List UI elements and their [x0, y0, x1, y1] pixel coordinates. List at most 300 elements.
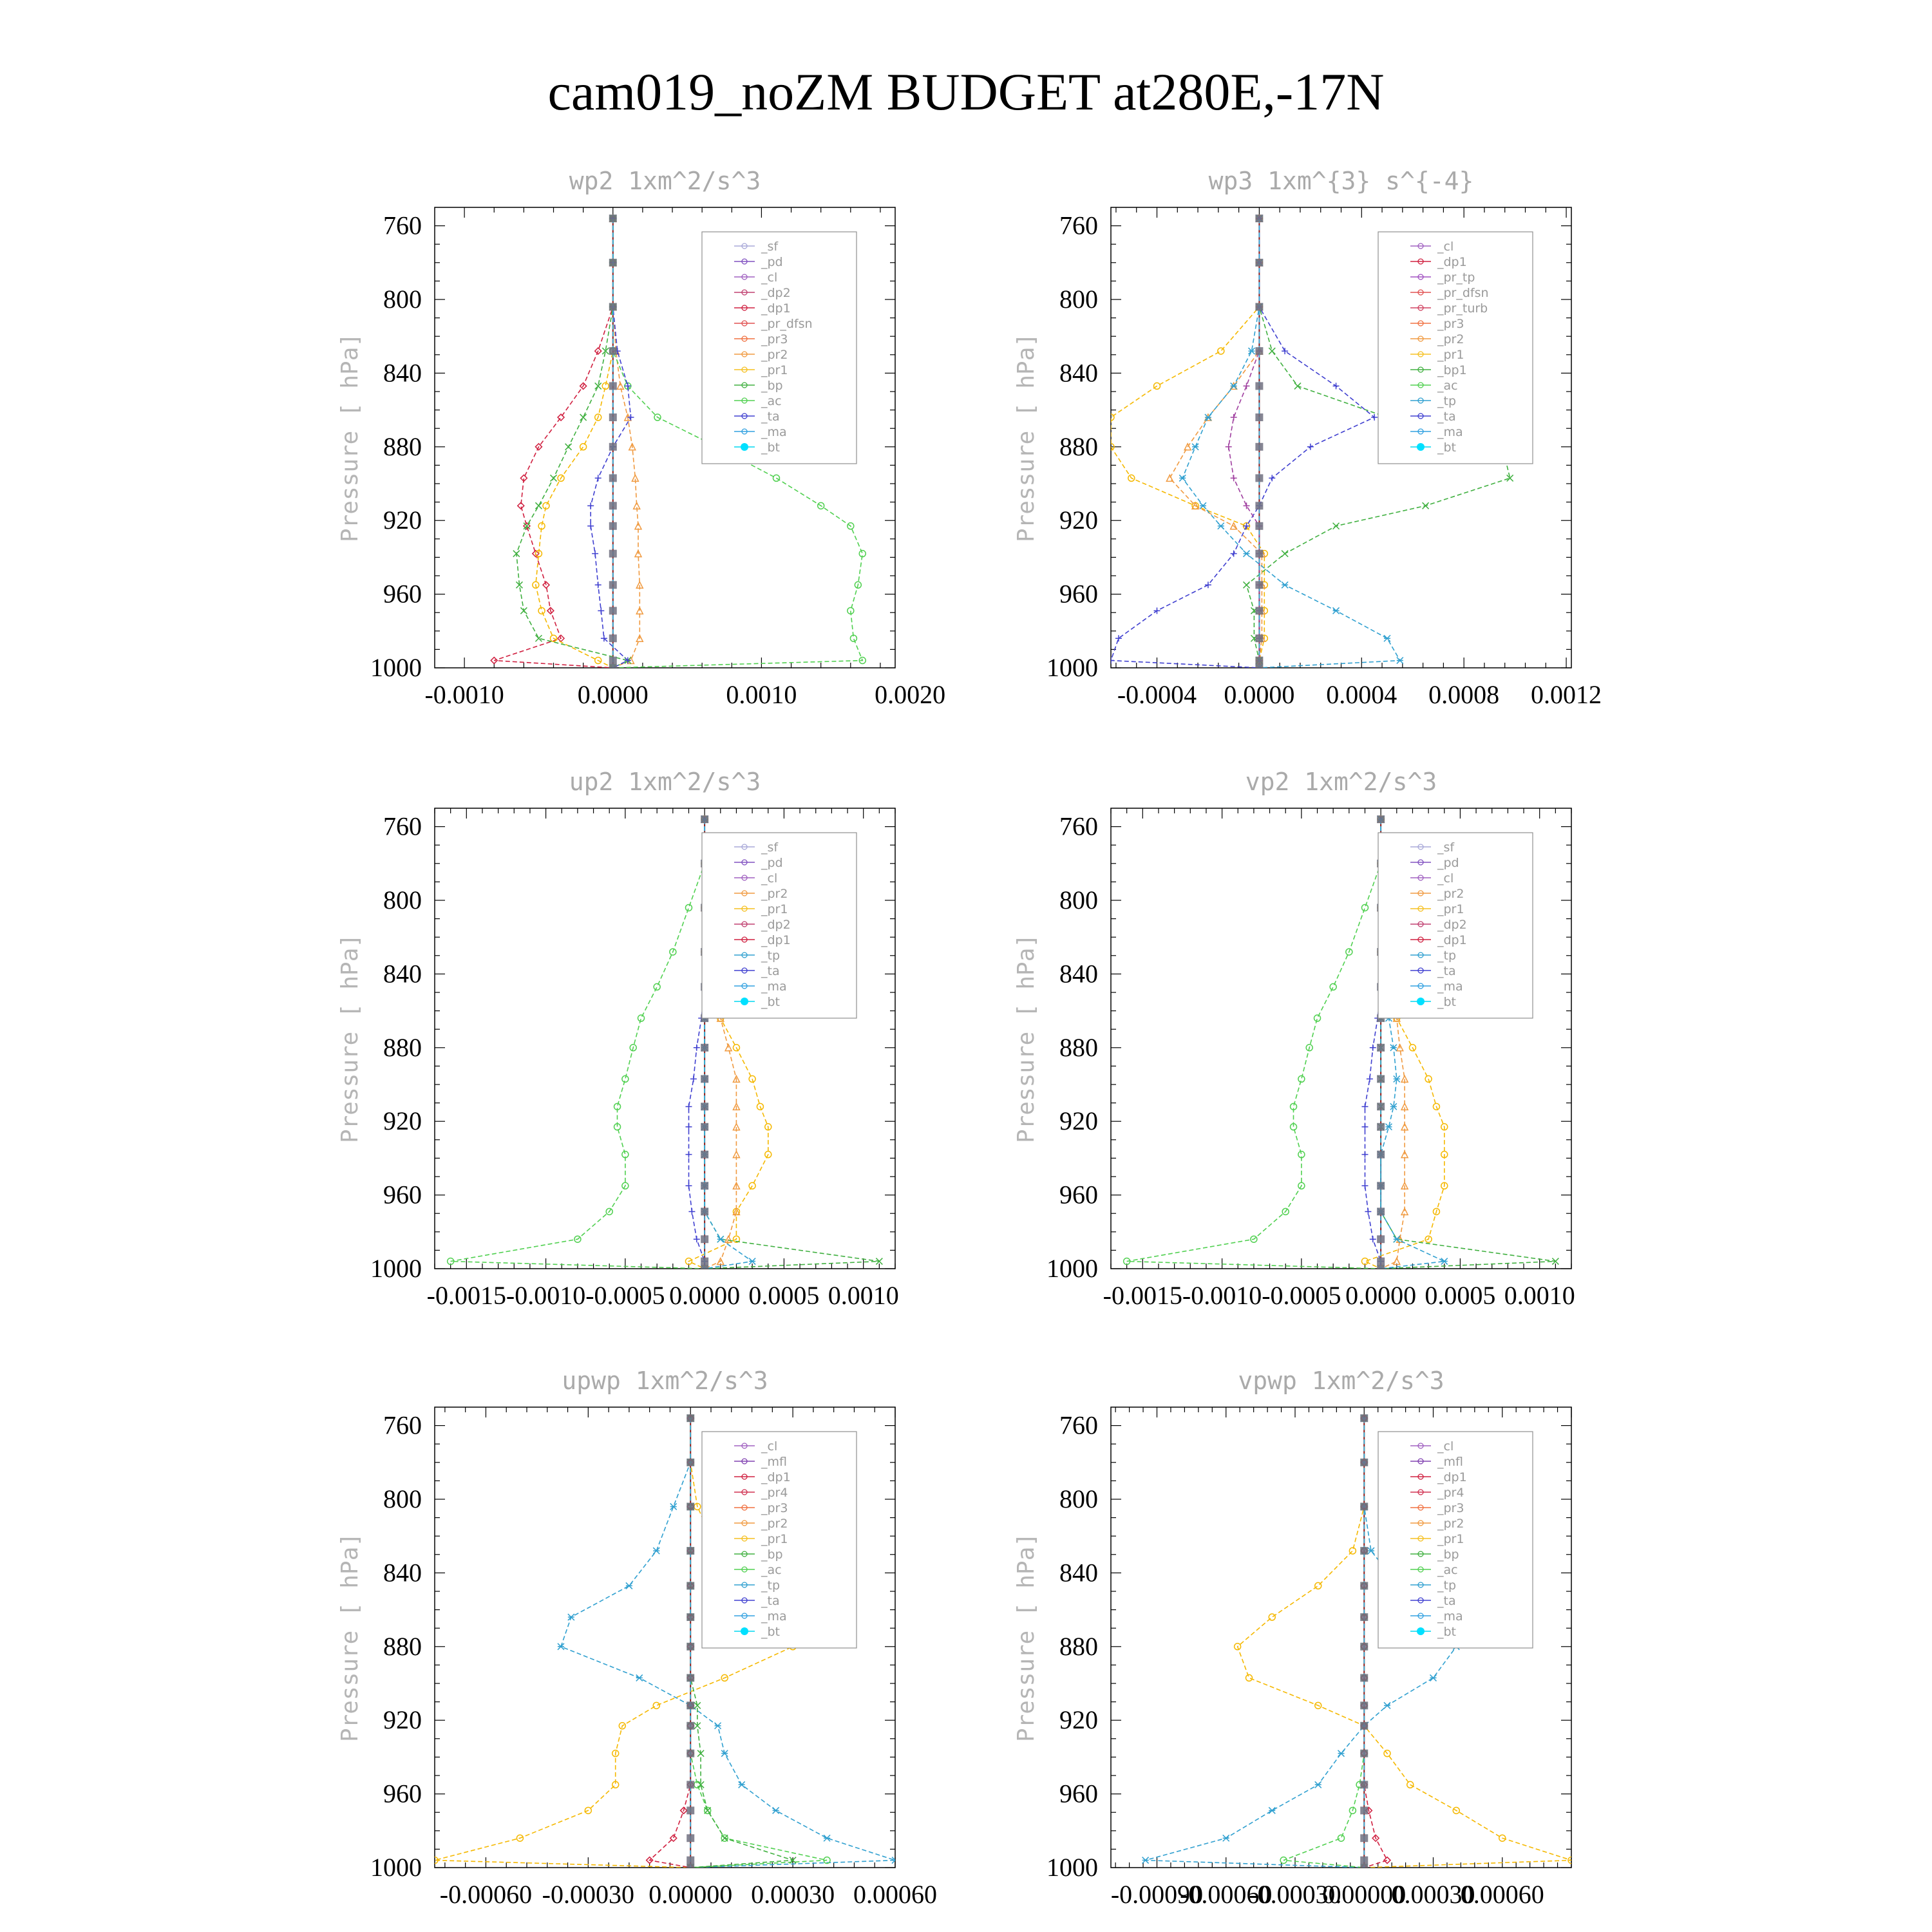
- legend-label: _pr3: [761, 1501, 788, 1515]
- data-point: [1377, 1258, 1385, 1265]
- data-point: [1361, 1124, 1368, 1130]
- data-point: [1255, 413, 1263, 421]
- legend-marker: [741, 998, 748, 1005]
- legend-label: _mfl: [761, 1455, 787, 1469]
- data-point: [1384, 1702, 1390, 1709]
- x-tick-label: -0.0005: [585, 1281, 665, 1310]
- data-point: [1255, 443, 1263, 451]
- legend-label: _pr2: [1437, 332, 1464, 346]
- y-tick-label: 960: [383, 579, 422, 609]
- data-point: [1384, 635, 1390, 641]
- data-point: [1360, 1857, 1368, 1864]
- x-tick-label: -0.00060: [1180, 1880, 1273, 1909]
- y-axis-label: Pressure [ hPa]: [337, 1532, 363, 1743]
- y-tick-label: 800: [1059, 285, 1098, 314]
- data-point: [609, 443, 617, 451]
- data-point: [1244, 551, 1250, 557]
- series-line-pr4: [650, 1418, 690, 1868]
- data-point: [1282, 582, 1288, 588]
- x-tick-label: 0.0010: [726, 680, 797, 709]
- y-tick-label: 840: [383, 959, 422, 989]
- x-tick-label: -0.00090: [1110, 1880, 1204, 1909]
- data-point: [551, 475, 557, 481]
- data-point: [1255, 664, 1263, 672]
- y-axis-label: Pressure [ hPa]: [1013, 1532, 1039, 1743]
- legend-label: _ac: [761, 1563, 782, 1577]
- data-point: [1269, 1614, 1275, 1620]
- figure-title: cam019_noZM BUDGET at280E,-17N: [547, 62, 1385, 121]
- legend-label: _pr_tp: [1437, 270, 1475, 285]
- legend-label: _cl: [1437, 240, 1454, 254]
- data-point: [1218, 348, 1224, 354]
- legend-label: _pr_turb: [1437, 301, 1488, 316]
- data-point: [609, 382, 617, 390]
- data-point: [1377, 1075, 1385, 1083]
- legend-label: _ta: [761, 964, 780, 978]
- legend-label: _pr1: [761, 363, 788, 377]
- data-point: [1377, 1235, 1385, 1243]
- x-tick-label: 0.00000: [1322, 1880, 1406, 1909]
- legend-label: _bt: [1437, 1625, 1457, 1639]
- series-line-pr2: [613, 218, 640, 668]
- series-line-dp1: [1127, 819, 1381, 1269]
- data-point: [1361, 904, 1368, 911]
- legend-label: _dp1: [761, 1470, 791, 1484]
- data-point: [1255, 259, 1263, 267]
- panel-2: [1013, 167, 1602, 709]
- legend-label: _dp1: [761, 301, 791, 316]
- data-point: [1223, 1835, 1229, 1841]
- legend-label: _bt: [761, 440, 781, 455]
- data-point: [1315, 1582, 1321, 1589]
- data-point: [1377, 1044, 1385, 1052]
- data-point: [1370, 1045, 1376, 1051]
- y-tick-label: 960: [1059, 1779, 1098, 1808]
- legend-label: _dp2: [1437, 918, 1467, 932]
- data-point: [1385, 1124, 1392, 1130]
- data-point: [609, 214, 617, 222]
- data-point: [687, 1806, 694, 1814]
- data-point: [701, 1208, 708, 1215]
- x-tick-label: 0.00060: [853, 1880, 937, 1909]
- y-tick-label: 1000: [1046, 653, 1098, 682]
- y-tick-label: 760: [1059, 811, 1098, 841]
- data-point: [1231, 475, 1237, 481]
- data-point: [721, 1750, 728, 1757]
- data-point: [1255, 303, 1263, 310]
- x-tick-label: 0.00060: [1460, 1880, 1544, 1909]
- data-point: [687, 1781, 694, 1788]
- data-point: [1397, 658, 1403, 664]
- data-point: [687, 1414, 694, 1422]
- data-point: [824, 1835, 830, 1841]
- y-tick-label: 880: [1059, 431, 1098, 461]
- x-tick-label: 0.0004: [1326, 680, 1397, 709]
- series-line-dp1: [451, 819, 705, 1269]
- y-tick-label: 840: [383, 1558, 422, 1587]
- legend-label: _ac: [1437, 1563, 1458, 1577]
- data-point: [717, 1236, 724, 1242]
- x-tick-label: -0.00030: [1249, 1880, 1341, 1909]
- y-tick-label: 800: [383, 886, 422, 914]
- data-point: [701, 1258, 708, 1265]
- data-point: [1315, 1781, 1321, 1788]
- legend-label: _ma: [761, 425, 787, 439]
- data-point: [687, 1857, 694, 1864]
- data-point: [694, 1045, 700, 1051]
- data-point: [1377, 1208, 1385, 1215]
- data-point: [1166, 475, 1173, 481]
- data-point: [685, 904, 692, 911]
- data-point: [595, 475, 601, 481]
- legend-label: _pr2: [761, 1517, 788, 1531]
- data-point: [565, 444, 572, 450]
- data-point: [1200, 502, 1206, 509]
- y-tick-label: 1000: [370, 653, 422, 682]
- legend-label: _ta: [1437, 410, 1456, 424]
- data-point: [1360, 1806, 1368, 1814]
- data-point: [1226, 444, 1232, 450]
- data-point: [609, 581, 617, 589]
- data-point: [725, 1236, 732, 1242]
- y-tick-label: 920: [383, 506, 422, 535]
- y-tick-label: 800: [1059, 886, 1098, 914]
- legend-label: _tp: [1437, 394, 1457, 408]
- legend-label: _ac: [1437, 379, 1458, 393]
- legend-label: _pr2: [1437, 887, 1464, 901]
- data-point: [1377, 1103, 1385, 1110]
- data-point: [1360, 1582, 1368, 1589]
- data-point: [1377, 815, 1385, 823]
- y-tick-label: 960: [383, 1180, 422, 1209]
- legend-label: _pd: [1437, 856, 1459, 870]
- data-point: [609, 657, 617, 665]
- data-point: [1255, 522, 1263, 530]
- data-point: [1255, 634, 1263, 642]
- data-point: [1154, 607, 1160, 614]
- data-point: [1218, 523, 1224, 529]
- legend-label: _cl: [761, 1439, 778, 1454]
- y-tick-label: 760: [383, 1410, 422, 1440]
- data-point: [705, 1807, 711, 1814]
- data-point: [622, 1075, 629, 1082]
- data-point: [1244, 582, 1250, 588]
- y-tick-label: 1000: [370, 1254, 422, 1283]
- legend-label: _bt: [761, 995, 781, 1009]
- panel-title: vp2 1xm^2/s^3: [1245, 768, 1437, 796]
- data-point: [609, 303, 617, 310]
- legend-label: _pr3: [761, 332, 788, 346]
- y-tick-label: 880: [383, 431, 422, 461]
- data-point: [687, 1750, 694, 1757]
- x-tick-label: 0.0000: [577, 680, 649, 709]
- data-point: [1360, 1701, 1368, 1709]
- legend-label: _cl: [761, 270, 778, 285]
- data-point: [701, 1044, 708, 1052]
- data-point: [1282, 551, 1288, 557]
- legend-label: _bp: [761, 379, 783, 393]
- data-point: [653, 1548, 659, 1554]
- x-tick-label: 0.0005: [748, 1281, 820, 1310]
- data-point: [721, 1835, 728, 1841]
- panel-1: [337, 167, 945, 709]
- y-axis-label: Pressure [ hPa]: [1013, 933, 1039, 1144]
- data-point: [587, 523, 594, 529]
- data-point: [1294, 383, 1301, 389]
- x-tick-label: -0.0010: [424, 680, 504, 709]
- x-tick-label: 0.00030: [751, 1880, 835, 1909]
- data-point: [685, 1182, 692, 1189]
- legend-label: _cl: [761, 871, 778, 886]
- legend-label: _bt: [1437, 995, 1457, 1009]
- series-line-dp1: [494, 218, 613, 668]
- x-tick-label: -0.0015: [426, 1281, 506, 1310]
- panel-title: up2 1xm^2/s^3: [569, 768, 761, 796]
- x-tick-label: -0.0004: [1117, 680, 1197, 709]
- y-tick-label: 880: [383, 1631, 422, 1661]
- data-point: [1255, 657, 1263, 665]
- data-point: [654, 983, 660, 990]
- y-tick-label: 840: [1059, 1558, 1098, 1587]
- legend-marker: [1417, 1627, 1425, 1635]
- data-point: [1430, 1674, 1437, 1681]
- y-tick-label: 840: [383, 358, 422, 388]
- x-tick-label: 0.0000: [1345, 1281, 1417, 1310]
- panel-title: vpwp 1xm^2/s^3: [1238, 1367, 1444, 1395]
- data-point: [715, 1723, 721, 1729]
- data-point: [701, 1075, 708, 1083]
- y-tick-label: 880: [383, 1032, 422, 1062]
- y-tick-label: 880: [1059, 1032, 1098, 1062]
- data-point: [1360, 1502, 1368, 1510]
- data-point: [687, 1502, 694, 1510]
- data-point: [635, 523, 641, 529]
- data-point: [687, 1674, 694, 1681]
- series-line-ac: [1283, 1418, 1364, 1868]
- data-point: [725, 1045, 732, 1051]
- x-tick-label: -0.00060: [439, 1880, 533, 1909]
- y-tick-label: 760: [1059, 211, 1098, 240]
- data-point: [1360, 1834, 1368, 1842]
- data-point: [1298, 1075, 1305, 1082]
- data-point: [701, 1123, 708, 1131]
- panel-title: wp3 1xm^{3} s^{-4}: [1208, 167, 1474, 195]
- data-point: [687, 1582, 694, 1589]
- data-point: [1361, 1103, 1368, 1110]
- x-tick-label: 0.0005: [1425, 1281, 1496, 1310]
- data-point: [1361, 1182, 1368, 1189]
- series-line-dp1: [1229, 218, 1260, 668]
- data-point: [1255, 550, 1263, 558]
- data-point: [535, 502, 542, 509]
- data-point: [609, 550, 617, 558]
- x-tick-label: -0.0015: [1103, 1281, 1182, 1310]
- y-axis-label: Pressure [ hPa]: [1013, 332, 1039, 543]
- legend-label: _pr1: [1437, 348, 1464, 362]
- legend-label: _tp: [761, 1578, 781, 1593]
- y-tick-label: 1000: [1046, 1853, 1098, 1882]
- x-tick-label: 0.0008: [1428, 680, 1500, 709]
- data-point: [1360, 1750, 1368, 1757]
- data-point: [1360, 1613, 1368, 1621]
- data-point: [701, 815, 708, 823]
- x-tick-label: -0.0010: [506, 1281, 586, 1310]
- data-point: [1367, 1075, 1373, 1082]
- y-tick-label: 960: [383, 1779, 422, 1808]
- data-point: [609, 347, 617, 355]
- data-point: [1360, 1722, 1368, 1730]
- data-point: [773, 1807, 779, 1814]
- data-point: [609, 474, 617, 482]
- legend-label: _pr_dfsn: [1437, 286, 1489, 300]
- y-tick-label: 1000: [370, 1853, 422, 1882]
- data-point: [701, 1235, 708, 1243]
- data-point: [687, 1722, 694, 1730]
- x-tick-label: -0.0010: [1182, 1281, 1262, 1310]
- data-point: [1360, 1414, 1368, 1422]
- y-tick-label: 760: [383, 211, 422, 240]
- data-point: [598, 607, 604, 614]
- series-line-pr1: [536, 218, 613, 668]
- data-point: [609, 634, 617, 642]
- data-point: [1401, 1151, 1408, 1158]
- legend-label: _pr2: [1437, 1517, 1464, 1531]
- data-point: [1377, 1123, 1385, 1131]
- data-point: [653, 1702, 659, 1709]
- legend-label: _tp: [1437, 949, 1457, 963]
- data-point: [1269, 1807, 1275, 1814]
- data-point: [1384, 1857, 1390, 1864]
- data-point: [609, 502, 617, 509]
- data-point: [688, 1208, 695, 1215]
- legend-label: _ma: [1437, 425, 1463, 439]
- legend-label: _mfl: [1437, 1455, 1463, 1469]
- y-tick-label: 760: [1059, 1410, 1098, 1440]
- data-point: [1365, 1208, 1371, 1215]
- data-point: [701, 1151, 708, 1159]
- legend-label: _cl: [1437, 1439, 1454, 1454]
- y-tick-label: 840: [1059, 959, 1098, 989]
- data-point: [638, 1015, 645, 1021]
- data-point: [690, 1075, 697, 1082]
- legend-label: _sf: [761, 240, 779, 254]
- data-point: [1282, 348, 1288, 354]
- legend-label: _pr1: [761, 1532, 788, 1546]
- legend-label: _ta: [761, 410, 780, 424]
- data-point: [636, 1674, 643, 1681]
- legend-label: _ta: [761, 1594, 780, 1608]
- data-point: [609, 607, 617, 614]
- panel-5: [337, 1367, 937, 1909]
- data-point: [1361, 1151, 1368, 1158]
- legend-label: _bp1: [1437, 363, 1467, 377]
- legend-label: _pr1: [1437, 902, 1464, 916]
- y-tick-label: 920: [383, 1705, 422, 1735]
- y-tick-label: 920: [1059, 1705, 1098, 1735]
- data-point: [1255, 581, 1263, 589]
- legend-marker: [1417, 443, 1425, 451]
- data-point: [687, 1459, 694, 1466]
- legend-label: _ac: [761, 394, 782, 408]
- legend-label: _pr_dfsn: [761, 317, 813, 331]
- data-point: [670, 1503, 677, 1510]
- legend-label: _bt: [1437, 440, 1457, 455]
- data-point: [687, 1643, 694, 1651]
- data-point: [595, 582, 601, 588]
- data-point: [1333, 607, 1340, 614]
- series-line-pr2: [1170, 218, 1262, 668]
- data-point: [580, 444, 587, 450]
- data-point: [687, 1547, 694, 1555]
- data-point: [626, 1582, 632, 1589]
- legend-label: _dp1: [1437, 255, 1467, 269]
- data-point: [609, 259, 617, 267]
- legend-label: _pr3: [1437, 1501, 1464, 1515]
- legend-label: _pr2: [761, 887, 788, 901]
- data-point: [685, 1151, 692, 1158]
- data-point: [1423, 502, 1429, 509]
- data-point: [1231, 414, 1237, 421]
- data-point: [1377, 1151, 1385, 1159]
- data-point: [592, 551, 598, 557]
- y-tick-label: 920: [383, 1106, 422, 1136]
- x-tick-label: -0.0005: [1262, 1281, 1341, 1310]
- legend-label: _pr4: [1437, 1486, 1464, 1500]
- legend-label: _pd: [761, 255, 783, 269]
- data-point: [1338, 1835, 1345, 1841]
- legend-label: _pr4: [761, 1486, 788, 1500]
- data-point: [1255, 214, 1263, 222]
- x-tick-label: 0.0012: [1531, 680, 1602, 709]
- y-tick-label: 800: [383, 285, 422, 314]
- series-line-ta: [1111, 218, 1374, 668]
- data-point: [1377, 1182, 1385, 1189]
- panel-title: wp2 1xm^2/s^3: [569, 167, 761, 195]
- data-point: [1333, 383, 1340, 389]
- y-tick-label: 920: [1059, 1106, 1098, 1136]
- legend-label: _dp2: [761, 286, 791, 300]
- y-tick-label: 800: [1059, 1484, 1098, 1513]
- data-point: [1360, 1643, 1368, 1651]
- data-point: [1255, 607, 1263, 614]
- data-point: [617, 383, 623, 389]
- data-point: [558, 1643, 564, 1650]
- x-tick-label: 0.00000: [649, 1880, 733, 1909]
- data-point: [1192, 444, 1198, 450]
- data-point: [1330, 983, 1336, 990]
- data-point: [1333, 523, 1340, 529]
- data-point: [1371, 414, 1378, 421]
- legend-label: _ma: [761, 980, 787, 994]
- legend-label: _ma: [1437, 1609, 1463, 1624]
- data-point: [1349, 1548, 1356, 1554]
- legend-label: _ma: [761, 1609, 787, 1624]
- legend-label: _bp: [1437, 1548, 1459, 1562]
- data-point: [739, 1781, 745, 1788]
- data-point: [687, 1864, 694, 1871]
- legend-marker: [741, 1627, 748, 1635]
- data-point: [1255, 382, 1263, 390]
- data-point: [1142, 1857, 1149, 1864]
- data-point: [1269, 348, 1275, 354]
- legend-marker: [741, 443, 748, 451]
- x-tick-label: 0.0020: [875, 680, 946, 709]
- data-point: [694, 1236, 700, 1242]
- data-point: [1370, 1236, 1376, 1242]
- legend-label: _cl: [1437, 871, 1454, 886]
- data-point: [587, 502, 594, 509]
- legend-label: _sf: [761, 840, 779, 855]
